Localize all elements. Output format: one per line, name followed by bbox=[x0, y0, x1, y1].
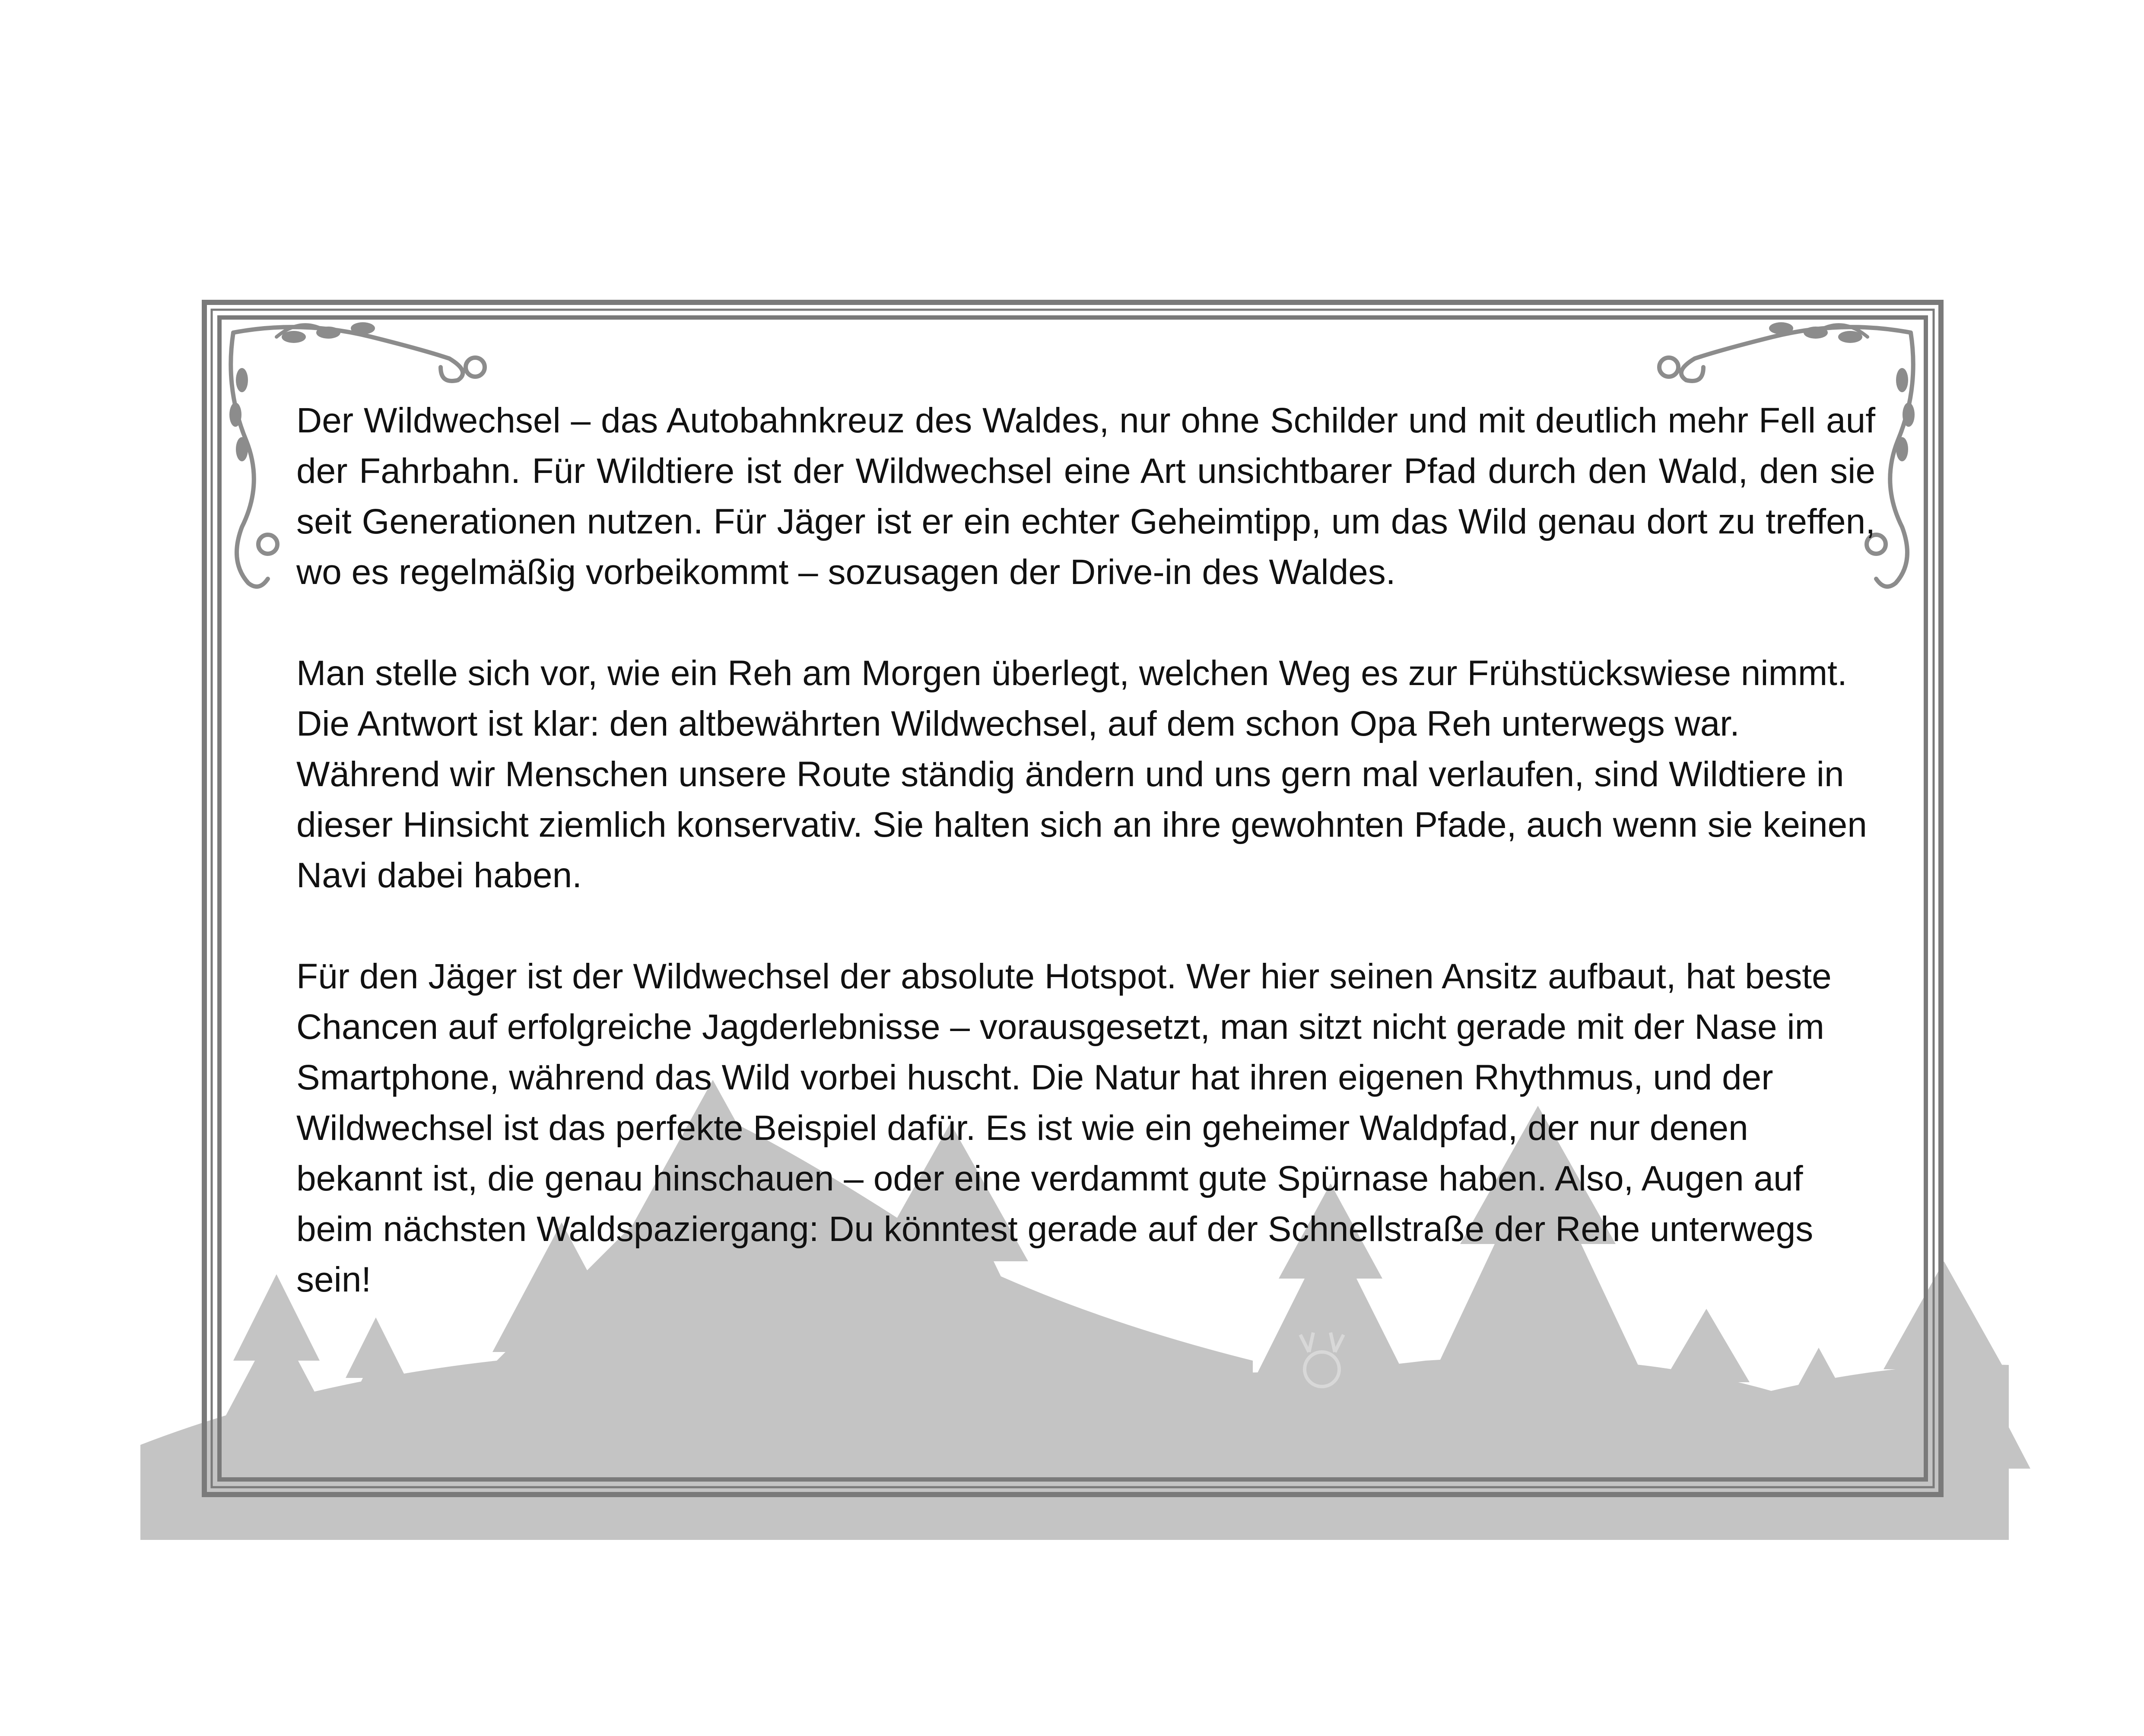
paragraph: Der Wildwechsel – das Autobahnkreuz des Waldes, nur ohne Schilder und mit deutlich mehr Fell auf der Fahrbahn. Für Wildtiere ist der Wildwechsel eine Art unsichtbarer Pfad durch den Wald, den sie seit Generationen nutzen. Für Jäger ist er ein echter Geheimtipp, um das Wild genau dort zu treffen, wo es regelmäßig vorbeikommt – sozusagen der Drive-in des Waldes. bbox=[296, 401, 1875, 592]
article-body bbox=[296, 395, 1875, 1305]
paragraph: Man stelle sich vor, wie ein Reh am Morgen überlegt, welchen Weg es zur Frühstückswiese nimmt. Die Antwort ist klar: den altbewährten Wildwechsel, auf dem schon Opa Reh unterwegs war. Während wir Menschen unsere Route ständig ändern und uns gern mal verlaufen, sind Wildtiere in dieser Hinsicht ziemlich konservativ. Sie halten sich an ihre gewohnten Pfade, auch wenn sie keinen Navi dabei haben. bbox=[296, 654, 1867, 895]
tree-icon bbox=[333, 1317, 419, 1438]
paragraph: Für den Jäger ist der Wildwechsel der absolute Hotspot. Wer hier seinen Ansitz aufbaut, hat beste Chancen auf erfolgreiche Jagderlebnisse – vorausgesetzt, man sitzt nicht gerade mit der Nase im Smartphone, während das Wild vorbei huscht. Die Natur hat ihren eigenen Rhythmus, und der Wildwechsel ist das perfekte Beispiel dafür. Es ist wie ein geheimer Waldpfad, der nur denen bekannt ist, die genau hinschauen – oder eine verdammt gute Spürnase haben. Also, Augen auf beim nächsten Waldspaziergang: Du könntest gerade auf der Schnellstraße der Rehe unterwegs sein! bbox=[296, 957, 1832, 1299]
